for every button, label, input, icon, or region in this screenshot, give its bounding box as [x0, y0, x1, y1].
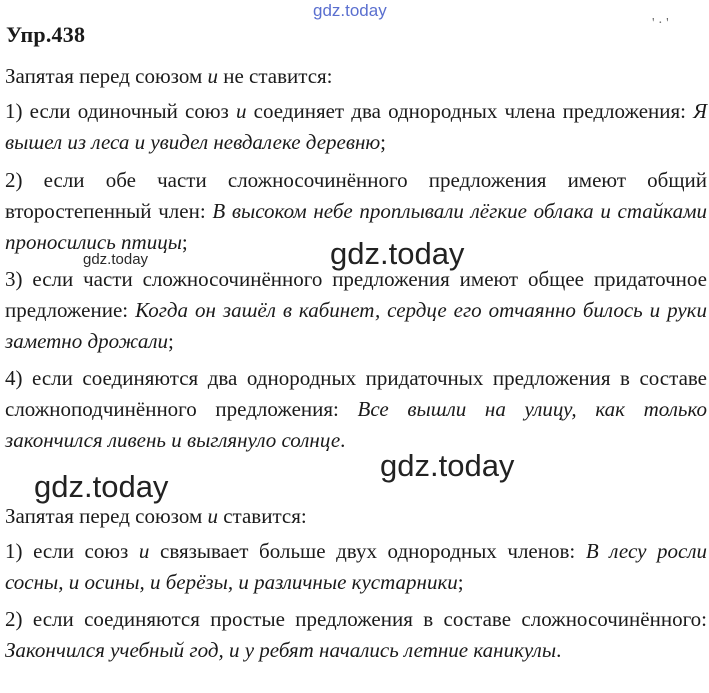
example-sentence: Я вышел из леса и увидел невдалеке деревню: [5, 99, 707, 154]
watermark-large: gdz.today: [380, 448, 515, 483]
watermark-small: gdz.today: [83, 251, 149, 268]
example-sentence: В высоком небе проплывали лёгкие облака и стайками проносились птицы: [5, 199, 707, 254]
example-sentence: В лесу росли сосны, и осины, и берёзы, и различные кустарники: [5, 539, 707, 594]
section2-heading: Запятая перед союзом и ставится:: [5, 504, 307, 528]
example-sentence: Закончился учебный год, и у ребят начались летние каникулы: [5, 638, 557, 662]
section1-rule-1: 1) если одиночный союз и соединяет два однородных члена предложения: Я вышел из леса и увидел невдалеке деревню;: [5, 99, 707, 154]
section1-rule-2: 2) если обе части сложносочинённого предложения имеют общий второстепенный член: В высоком небе проплывали лёгкие облака и стайками проносились птицы;: [5, 168, 707, 254]
section2-rule-2: 2) если соединяются простые предложения в составе сложносочинённого: Закончился учебный год, и у ребят начались летние каникулы.: [5, 607, 707, 662]
section1-heading: Запятая перед союзом и не ставится:: [5, 64, 333, 88]
exercise-title: Упр.438: [6, 22, 86, 47]
watermark-large: gdz.today: [330, 236, 465, 271]
section2-rule-1: 1) если союз и связывает больше двух однородных членов: В лесу росли сосны, и осины, и берёзы, и различные кустарники;: [5, 539, 707, 594]
watermark-top: gdz.today: [313, 1, 387, 20]
section1-rule-3: 3) если части сложносочинённого предложения имеют общее придаточное предложение: Когда он зашёл в кабинет, сердце его отчаянно билось и руки заметно дрожали;: [5, 267, 708, 353]
watermark-large: gdz.today: [34, 469, 169, 504]
corner-marks: ' · ': [652, 16, 669, 31]
example-sentence: Когда он зашёл в кабинет, сердце его отчаянно билось и руки заметно дрожали: [5, 298, 708, 353]
example-sentence: Все вышли на улицу, как только закончился ливень и выглянуло солнце: [5, 397, 707, 452]
section1-rule-4: 4) если соединяются два однородных придаточных предложения в составе сложноподчинённого предложения: Все вышли на улицу, как только закончился ливень и выглянуло солнце.: [5, 366, 707, 452]
